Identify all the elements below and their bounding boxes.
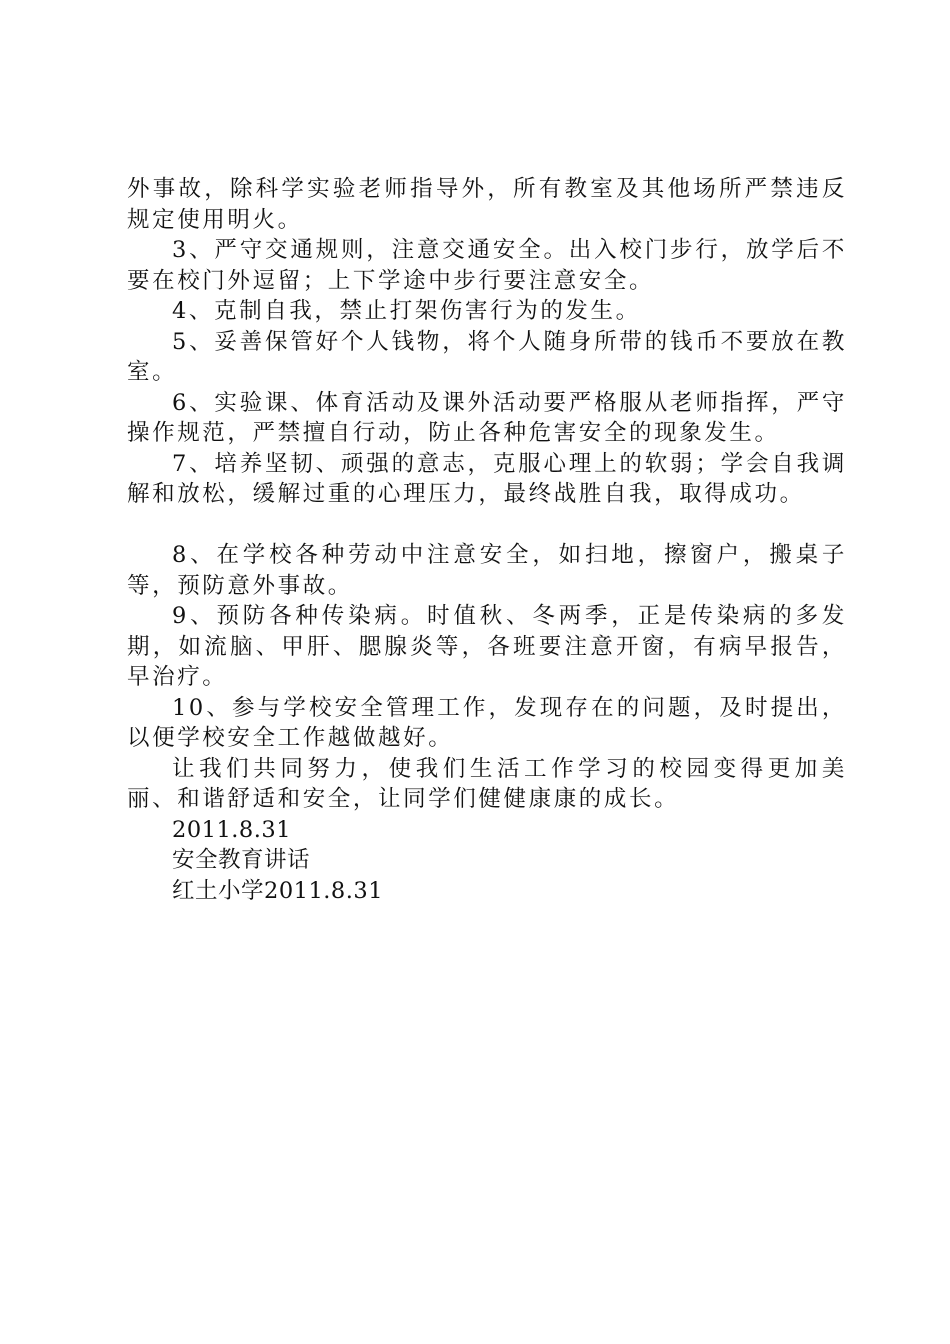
paragraph-item-3: 3、严守交通规则，注意交通安全。出入校门步行，放学后不要在校门外逗留；上下学途中步行要注意安全。 [127, 237, 847, 294]
document-body [127, 174, 847, 906]
paragraph-continuation: 外事故，除科学实验老师指导外，所有教室及其他场所严禁违反规定使用明火。 [127, 176, 847, 233]
signature-title: 安全教育讲话 [172, 847, 311, 873]
paragraph-item-9: 9、预防各种传染病。时值秋、冬两季，正是传染病的多发期，如流脑、甲肝、腮腺炎等，各班要注意开窗，有病早报告，早治疗。 [127, 603, 847, 690]
signature-date: 2011.8.31 [172, 816, 292, 843]
paragraph-item-7: 7、培养坚韧、顽强的意志，克服心理上的软弱；学会自我调解和放松，缓解过重的心理压力，最终战胜自我，取得成功。 [127, 450, 847, 507]
paragraph-item-8: 8、在学校各种劳动中注意安全，如扫地，擦窗户，搬桌子等，预防意外事故。 [127, 542, 847, 599]
paragraph-item-4: 4、克制自我，禁止打架伤害行为的发生。 [172, 298, 641, 324]
signature-school-date: 红土小学2011.8.31 [172, 877, 384, 904]
paragraph-item-5: 5、妥善保管好个人钱物，将个人随身所带的钱币不要放在教室。 [127, 328, 847, 385]
paragraph-closing: 让我们共同努力，使我们生活工作学习的校园变得更加美丽、和谐舒适和安全，让同学们健健康康的成长。 [127, 755, 847, 812]
paragraph-item-10: 10、参与学校安全管理工作，发现存在的问题，及时提出，以便学校安全工作越做越好。 [127, 694, 847, 751]
paragraph-item-6: 6、实验课、体育活动及课外活动要严格服从老师指挥，严守操作规范，严禁擅自行动，防止各种危害安全的现象发生。 [127, 389, 847, 446]
